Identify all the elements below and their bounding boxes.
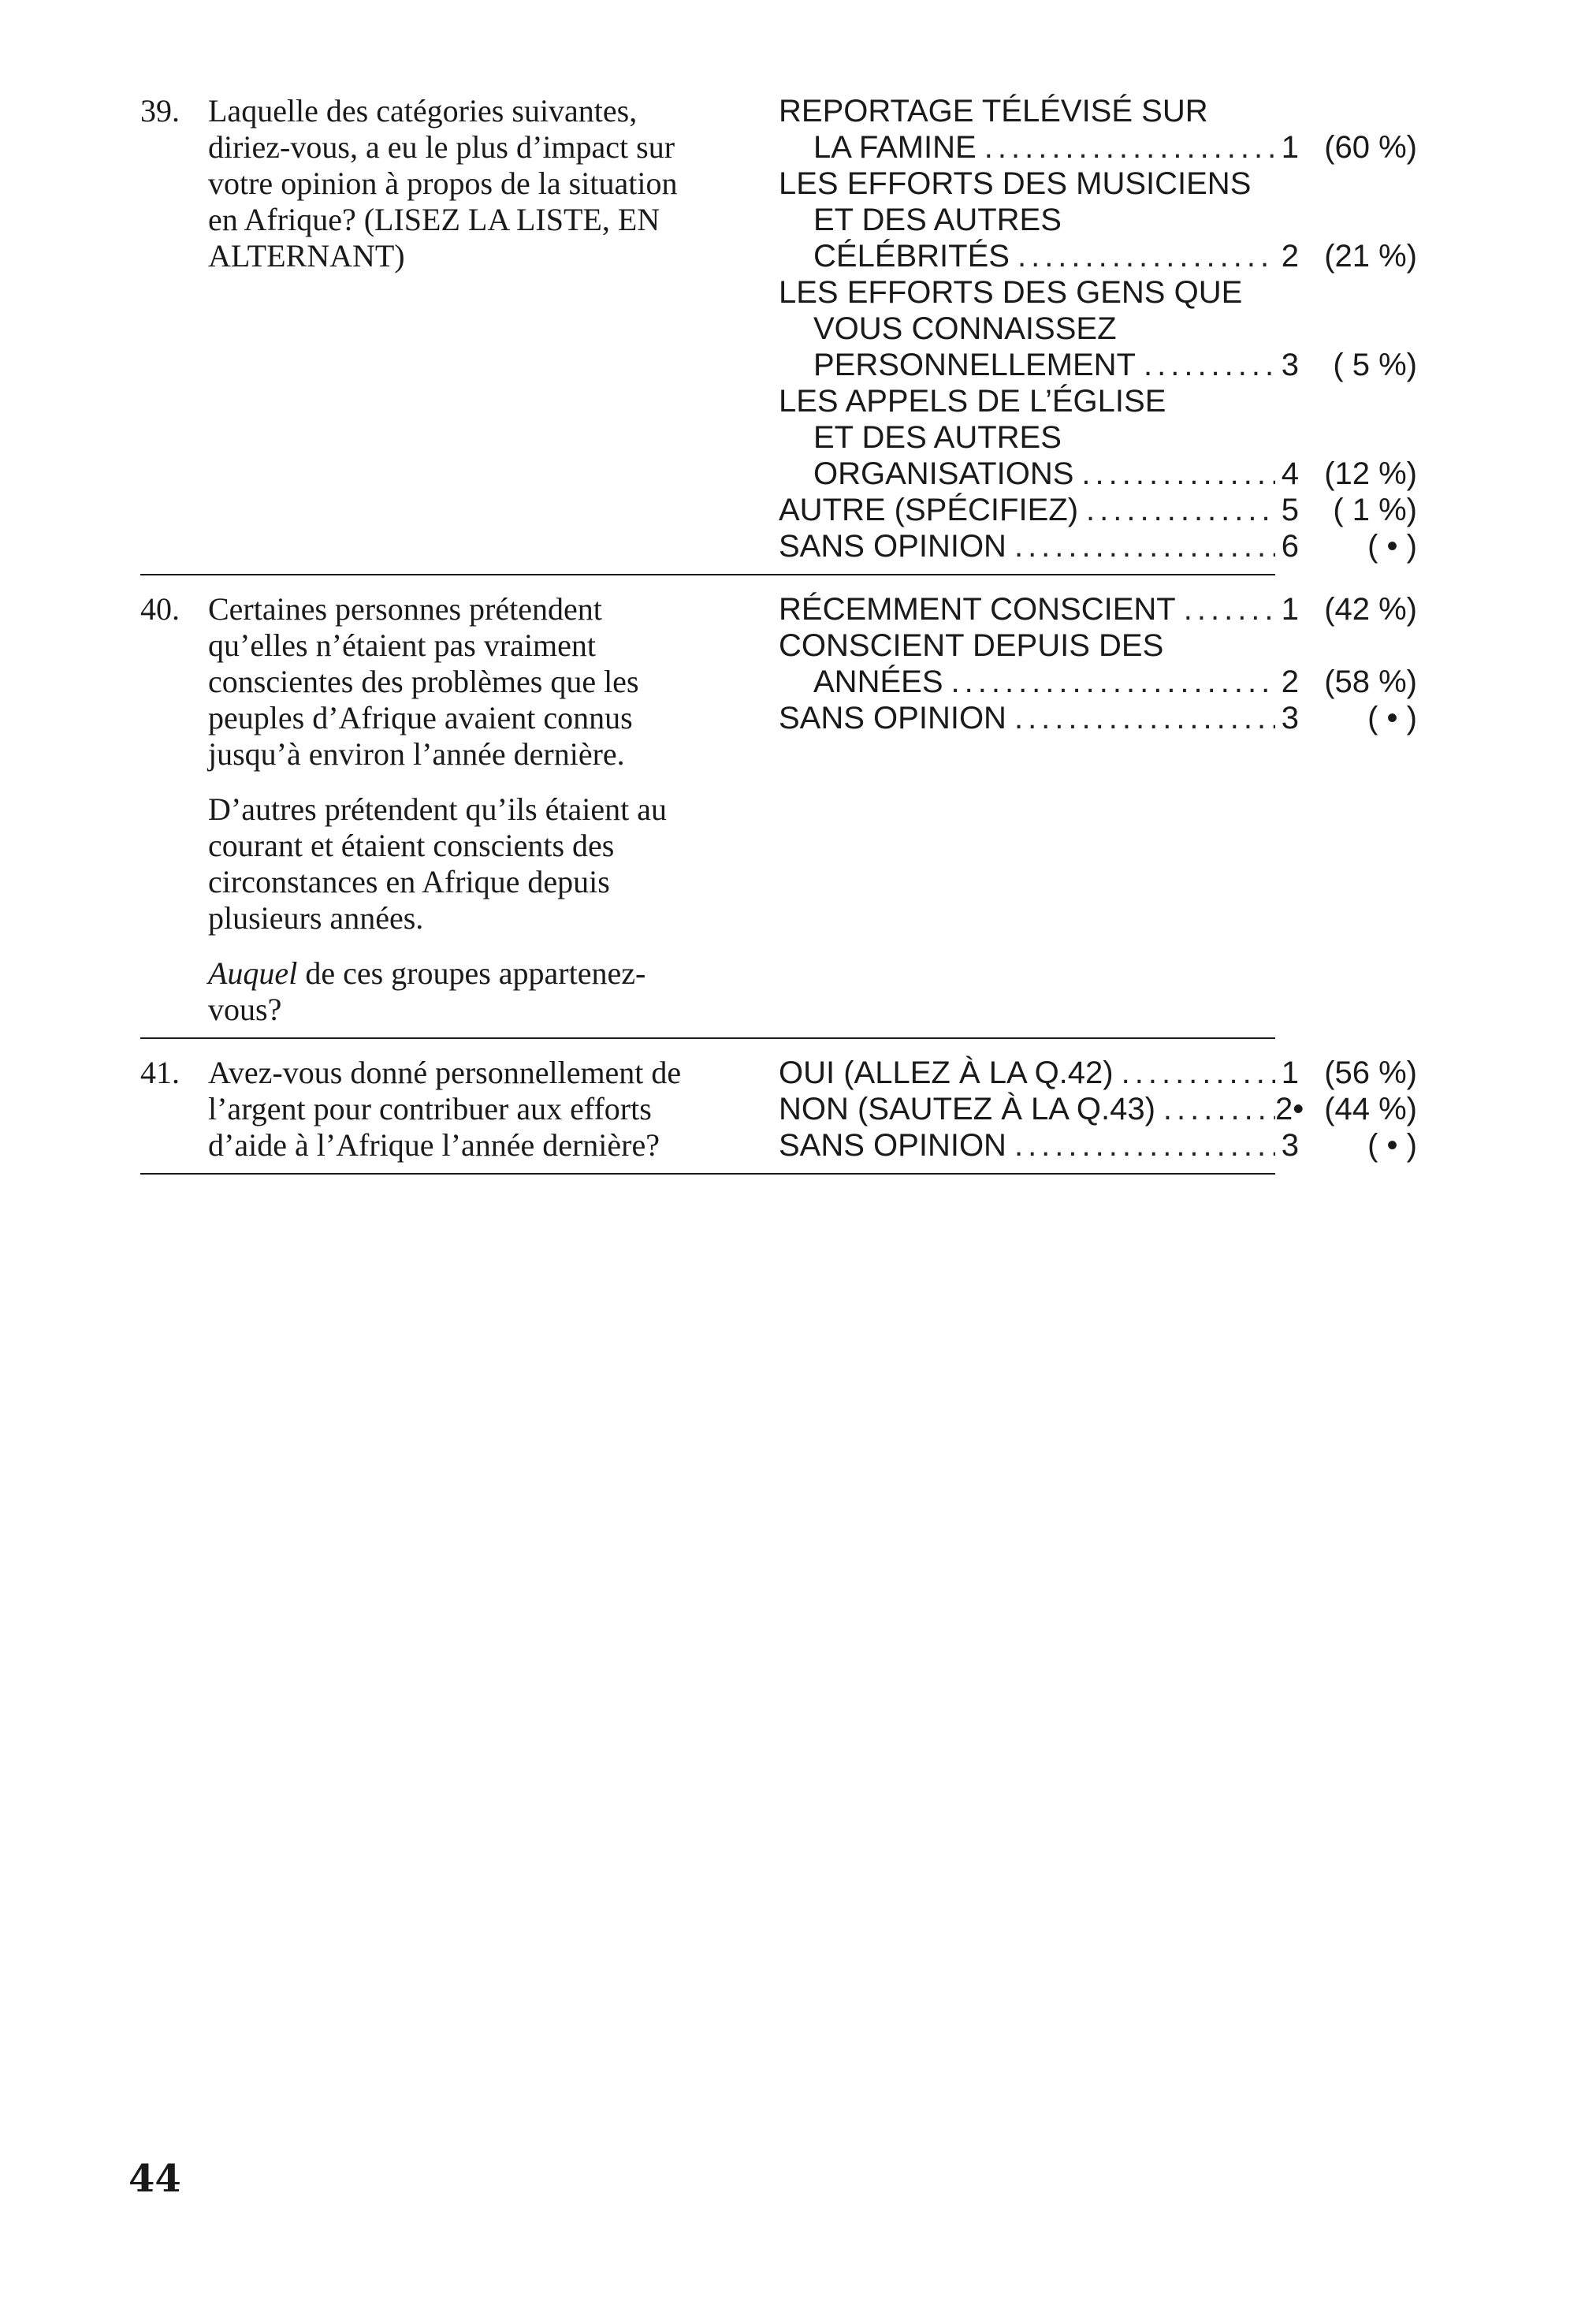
answer-label: VOUS CONNAISSEZ — [813, 311, 1117, 346]
answer-label: AUTRE (SPÉCIFIEZ) — [779, 493, 1079, 527]
leader-dots — [1006, 700, 1275, 736]
answer-option — [779, 627, 1447, 700]
answer-list — [779, 1055, 1447, 1164]
question-40 — [140, 591, 1447, 1039]
leader-dots — [1078, 492, 1275, 528]
answer-percent: ( 1 %) — [1333, 493, 1417, 527]
answer-label: LES EFFORTS DES GENS QUE — [779, 275, 1243, 310]
answer-percent: (42 %) — [1324, 592, 1417, 627]
question-paragraph — [208, 955, 706, 1028]
answer-percent: ( • ) — [1367, 701, 1417, 735]
page-number: 44 — [128, 2157, 181, 2201]
answer-label: SANS OPINION — [779, 1128, 1006, 1163]
leader-dots — [1006, 528, 1275, 564]
question-39 — [140, 93, 1447, 575]
answer-option — [779, 492, 1447, 528]
question-number: 40. — [140, 591, 180, 627]
answer-code: 2• — [1275, 1092, 1304, 1126]
answer-code: 4 — [1281, 456, 1299, 491]
question-number: 39. — [140, 93, 180, 128]
answer-code: 2 — [1281, 239, 1299, 274]
answer-percent: (44 %) — [1324, 1092, 1417, 1126]
question-paragraph: D’autres prétendent qu’ils étaient au courant et étaient conscients des circonstances en Afrique depuis plusieurs années. — [208, 791, 667, 936]
answer-label: ET DES AUTRES — [813, 420, 1062, 455]
answer-option — [779, 93, 1447, 166]
answer-code: 1 — [1281, 592, 1299, 627]
answer-list — [779, 93, 1447, 564]
answer-option — [779, 1091, 1447, 1127]
answer-percent: ( • ) — [1367, 529, 1417, 564]
question-paragraph: Certaines personnes prétendent qu’elles n’étaient pas vraiment conscientes des problèmes que les peuples d’Afrique avaient connus jusqu’à environ l’année dernière. — [208, 591, 639, 772]
answer-list — [779, 591, 1447, 1028]
question-paragraph-rest: de ces groupes appartenez-vous? — [208, 955, 646, 1027]
answer-label: LES EFFORTS DES MUSICIENS — [779, 166, 1252, 201]
question-paragraph: Laquelle des catégories suivantes, diriez-vous, a eu le plus d’impact sur votre opinion à propos de la situation en Afrique? (LISEZ LA LISTE, EN ALTERNANT) — [208, 93, 678, 274]
answer-label: REPORTAGE TÉLÉVISÉ SUR — [779, 94, 1208, 128]
answer-label: RÉCEMMENT CONSCIENT — [779, 592, 1176, 627]
leader-dots — [1155, 1091, 1275, 1127]
answer-label: SANS OPINION — [779, 529, 1006, 564]
answer-percent: (60 %) — [1324, 130, 1417, 165]
answer-label: LES APPELS DE L’ÉGLISE — [779, 384, 1166, 419]
answer-label: OUI (ALLEZ À LA Q.42) — [779, 1056, 1114, 1090]
answer-code: 3 — [1281, 701, 1299, 735]
leader-dots — [943, 664, 1276, 700]
questionnaire — [140, 93, 1447, 1190]
answer-option — [779, 274, 1447, 383]
divider-line — [140, 1037, 1275, 1039]
answer-code: 3 — [1281, 1128, 1299, 1163]
leader-dots — [1073, 456, 1275, 492]
answer-label: ORGANISATIONS — [813, 456, 1074, 491]
answer-label: NON (SAUTEZ À LA Q.43) — [779, 1092, 1155, 1126]
question-paragraph: Avez-vous donné personnellement de l’argent pour contribuer aux efforts d’aide à l’Afrique l’année dernière? — [208, 1055, 682, 1163]
emphasis-text: Auquel — [208, 955, 298, 991]
leader-dots — [1006, 1127, 1275, 1164]
answer-code: 1 — [1281, 130, 1299, 165]
question-41 — [140, 1055, 1447, 1175]
leader-dots — [1136, 347, 1275, 383]
answer-code: 2 — [1281, 665, 1299, 699]
answer-label: ANNÉES — [813, 665, 943, 699]
answer-label: CONSCIENT DEPUIS DES — [779, 628, 1164, 663]
question-text — [208, 1055, 706, 1164]
answer-label: CÉLÉBRITÉS — [813, 239, 1010, 274]
answer-percent: (56 %) — [1324, 1056, 1417, 1090]
answer-option — [779, 383, 1447, 492]
divider-line — [140, 574, 1275, 575]
answer-code: 3 — [1281, 348, 1299, 382]
question-number: 41. — [140, 1055, 180, 1090]
answer-option — [779, 700, 1447, 736]
leader-dots — [1010, 238, 1275, 274]
answer-code: 5 — [1281, 493, 1299, 527]
leader-dots — [1114, 1055, 1275, 1091]
answer-option — [779, 166, 1447, 274]
answer-percent: ( 5 %) — [1333, 348, 1417, 382]
answer-percent: ( • ) — [1367, 1128, 1417, 1163]
answer-percent: (21 %) — [1324, 239, 1417, 274]
answer-code: 1 — [1281, 1056, 1299, 1090]
question-text — [208, 591, 706, 1028]
answer-option — [779, 528, 1447, 564]
answer-code: 6 — [1281, 529, 1299, 564]
leader-dots — [977, 129, 1275, 166]
answer-label: PERSONNELLEMENT — [813, 348, 1136, 382]
divider-line — [140, 1173, 1275, 1175]
answer-label: LA FAMINE — [813, 130, 977, 165]
answer-option — [779, 1055, 1447, 1091]
answer-label: SANS OPINION — [779, 701, 1006, 735]
answer-option — [779, 1127, 1447, 1164]
answer-label: ET DES AUTRES — [813, 203, 1062, 237]
answer-percent: (12 %) — [1324, 456, 1417, 491]
question-text — [208, 93, 706, 564]
answer-option — [779, 591, 1447, 627]
leader-dots — [1176, 591, 1275, 627]
answer-percent: (58 %) — [1324, 665, 1417, 699]
